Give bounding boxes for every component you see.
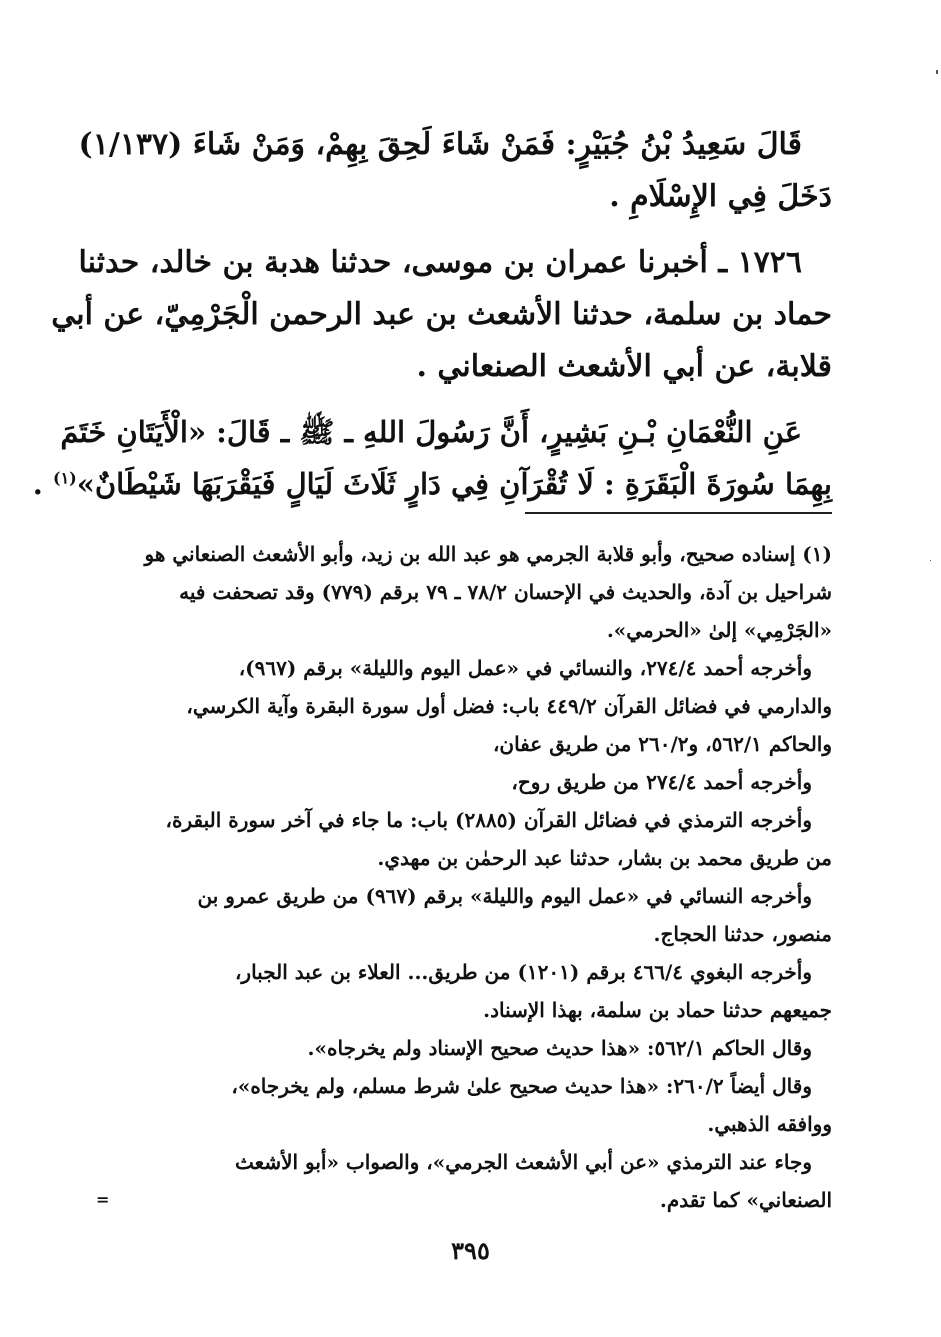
continuation-mark: =: [96, 1190, 110, 1209]
footnote-line: وأخرجه النسائي في «عمل اليوم والليلة» برقم (٩٦٧) من طريق عمرو بن: [197, 884, 812, 908]
hadith-text: بِهِمَا سُورَةَ الْبَقَرَةِ : لَا تُقْرَآنِ فِي دَارٍ ثَلَاثَ لَيَالٍ فَيَقْرَبَهَا شَيْطَانٌ»: [76, 467, 832, 501]
footnote-line: وجاء عند الترمذي «عن أبي الأشعث الجرمي»، والصواب «أبو الأشعث: [235, 1150, 812, 1174]
footnote-line: جميعهم حدثنا حماد بن سلمة، بهذا الإسناد.: [483, 998, 832, 1022]
footnote-line: من طريق محمد بن بشار، حدثنا عبد الرحمٰن بن مهدي.: [377, 846, 832, 870]
footnote-line: الصنعاني» كما تقدم.: [659, 1188, 832, 1212]
scan-speck: [930, 560, 931, 561]
footnote-line: وقال الحاكم ٥٦٢/١: «هذا حديث صحيح الإسناد ولم يخرجاه».: [307, 1036, 812, 1060]
footnote-line: (١) إسناده صحيح، وأبو قلابة الجرمي هو عبد الله بن زيد، وأبو الأشعث الصنعاني هو: [144, 542, 832, 566]
scan-speck: [936, 70, 938, 74]
footnote-line: منصور، حدثنا الحجاج.: [653, 922, 832, 946]
footnote-line: ووافقه الذهبي.: [707, 1112, 832, 1136]
footnote-line: والدارمي في فضائل القرآن ٤٤٩/٢ باب: فضل أول سورة البقرة وآية الكرسي،: [186, 694, 832, 718]
hadith-text-line: [32, 467, 832, 501]
footnote-line: وأخرجه أحمد ٢٧٤/٤، والنسائي في «عمل اليوم والليلة» برقم (٩٦٧)،: [238, 656, 812, 680]
hadith-text-end: .: [32, 467, 53, 501]
footnote-line: وأخرجه الترمذي في فضائل القرآن (٢٨٨٥) باب: ما جاء في آخر سورة البقرة،: [165, 808, 812, 832]
hadith-chain-line: حماد بن سلمة، حدثنا الأشعث بن عبد الرحمن الْجَرْمِيّ، عن أبي: [51, 297, 832, 332]
footnote-line: والحاكم ٥٦٢/١، و٢٦٠/٢ من طريق عفان،: [492, 732, 832, 756]
hadith-chain-line: قلابة، عن أبي الأشعث الصنعاني .: [416, 349, 832, 384]
hadith-text-line: عَنِ النُّعْمَانِ بْـنِ بَشِيرٍ، أَنَّ رَسُولَ اللهِ ـ ﷺ ـ قَالَ: «الْأَيَتَانِ خَتَمَ: [60, 415, 802, 449]
footnote-divider: [525, 512, 832, 514]
hadith-chain-line: ١٧٢٦ ـ أخبرنا عمران بن موسى، حدثنا هدبة بن خالد، حدثنا: [78, 245, 802, 280]
footnote-line: وأخرجه أحمد ٢٧٤/٤ من طريق روح،: [511, 770, 812, 794]
main-text-line: دَخَلَ فِي الإِسْلَامِ .: [609, 179, 832, 214]
main-text-line: قَالَ سَعِيدُ بْنُ جُبَيْرٍ: فَمَنْ شَاءَ لَحِقَ بِهِمْ، وَمَنْ شَاءَ (١/١٣٧): [78, 127, 802, 162]
page-number: ٣٩٥: [451, 1236, 490, 1265]
footnote-line: شراحيل بن آدة، والحديث في الإحسان ٧٨/٢ ـ ٧٩ برقم (٧٧٩) وقد تصحفت فيه: [179, 580, 832, 604]
footnote-line: وأخرجه البغوي ٤٦٦/٤ برقم (١٢٠١) من طريق... العلاء بن عبد الجبار،: [234, 960, 812, 984]
footnote-line: «الجَرْمِي» إلىٰ «الحرمي».: [606, 618, 832, 642]
footnote-reference: (١): [52, 468, 77, 488]
footnote-line: وقال أيضاً ٢٦٠/٢: «هذا حديث صحيح علىٰ شرط مسلم، ولم يخرجاه»،: [231, 1074, 812, 1098]
